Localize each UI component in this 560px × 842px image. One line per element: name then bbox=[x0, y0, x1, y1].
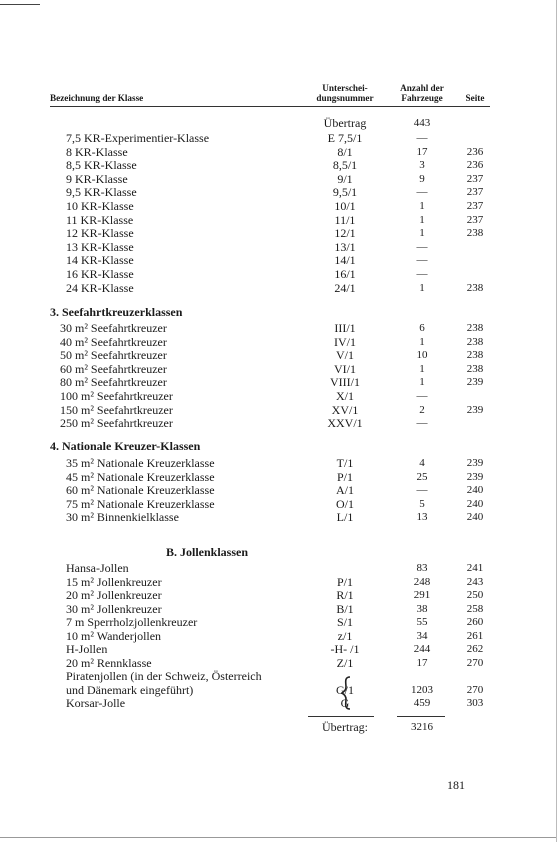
page-ref: 239 bbox=[466, 457, 484, 469]
page-ref: 250 bbox=[466, 589, 484, 601]
carry-out-label: Übertrag: bbox=[322, 720, 368, 734]
class-name: 9,5 KR-Klasse bbox=[66, 185, 137, 200]
vessel-count: 248 bbox=[413, 575, 431, 588]
carry-out-row bbox=[0, 720, 560, 734]
table-row bbox=[0, 483, 560, 497]
class-name: 24 KR-Klasse bbox=[66, 280, 134, 295]
class-name: 7,5 KR-Experimentier-Klasse bbox=[66, 131, 210, 145]
vessel-count: — bbox=[416, 417, 428, 430]
vessel-count: 1 bbox=[419, 376, 425, 389]
carry-out-rule-count bbox=[397, 716, 445, 717]
page-ref: 238 bbox=[466, 335, 484, 348]
header-rule bbox=[50, 106, 490, 107]
table-row bbox=[0, 602, 560, 616]
page-ref: 240 bbox=[466, 484, 484, 497]
class-code: VIII/1 bbox=[330, 375, 360, 390]
class-code: 9/1 bbox=[337, 171, 353, 186]
page-ref: 237 bbox=[466, 213, 484, 226]
carry-in-label: Übertrag bbox=[323, 116, 367, 130]
table-row bbox=[0, 416, 560, 430]
carry-out-rule-code bbox=[308, 716, 374, 717]
class-code: P/1 bbox=[336, 469, 353, 484]
table-row bbox=[0, 629, 560, 643]
class-name: 10 KR-Klasse bbox=[66, 199, 134, 213]
page-ref: 238 bbox=[466, 322, 484, 334]
page-ref: 237 bbox=[466, 186, 484, 199]
page-ref: 237 bbox=[466, 200, 484, 212]
table-row bbox=[0, 185, 560, 199]
carry-in-row bbox=[0, 116, 560, 130]
header-name: Bezeichnung der Klasse bbox=[50, 93, 144, 103]
table-row bbox=[0, 172, 560, 186]
class-name: 35 m² Nationale Kreuzerklasse bbox=[66, 456, 215, 470]
table-row bbox=[0, 158, 560, 172]
class-code: 16/1 bbox=[334, 267, 356, 281]
table-row bbox=[0, 375, 560, 389]
vessel-count: — bbox=[416, 240, 428, 253]
vessel-count: 1203 bbox=[411, 683, 433, 696]
class-code: III/1 bbox=[334, 321, 356, 335]
page-ref: 236 bbox=[466, 159, 484, 172]
table-row bbox=[0, 588, 560, 602]
class-name: 10 m² Wanderjollen bbox=[66, 628, 162, 643]
table-row bbox=[0, 696, 560, 710]
class-name: 75 m² Nationale Kreuzerklasse bbox=[66, 496, 215, 511]
class-name: 100 m² Seefahrtkreuzer bbox=[60, 389, 173, 403]
vessel-count: 4 bbox=[419, 457, 425, 469]
class-code: V/1 bbox=[336, 348, 354, 363]
class-code: XV/1 bbox=[331, 402, 359, 417]
vessel-count: — bbox=[416, 254, 428, 267]
page-edge-top bbox=[0, 4, 40, 5]
class-name: 50 m² Seefahrtkreuzer bbox=[60, 348, 167, 363]
class-code: 9,5/1 bbox=[332, 185, 358, 200]
vessel-count: — bbox=[416, 186, 428, 199]
class-code: P/1 bbox=[336, 574, 353, 589]
table-row bbox=[0, 281, 560, 295]
section-b-title: B. Jollenklassen bbox=[166, 545, 249, 559]
class-name: 15 m² Jollenkreuzer bbox=[66, 574, 162, 589]
page-ref: 238 bbox=[466, 349, 484, 362]
table-row bbox=[0, 131, 560, 145]
vessel-count: 17 bbox=[416, 145, 428, 158]
section-3-title: 3. Seefahrtkreuzerklassen bbox=[50, 305, 183, 319]
class-code: B/1 bbox=[336, 601, 354, 616]
vessel-count: 1 bbox=[419, 281, 425, 294]
vessel-count: 25 bbox=[416, 470, 428, 483]
page-ref: 238 bbox=[466, 281, 484, 294]
table-header bbox=[50, 80, 490, 104]
page-ref: 243 bbox=[466, 575, 484, 588]
class-code: z/1 bbox=[337, 628, 353, 643]
class-name: 11 KR-Klasse bbox=[66, 212, 134, 227]
class-name: 80 m² Seefahrtkreuzer bbox=[60, 375, 167, 390]
class-name: 8,5 KR-Klasse bbox=[66, 158, 137, 173]
page-ref: 238 bbox=[466, 362, 484, 375]
class-name: und Dänemark eingeführt) bbox=[66, 682, 194, 697]
table-row bbox=[0, 497, 560, 511]
table-row bbox=[0, 656, 560, 670]
page-ref: 237 bbox=[466, 172, 484, 185]
page-ref: 261 bbox=[466, 629, 484, 642]
vessel-count: — bbox=[416, 484, 428, 497]
table-row bbox=[0, 362, 560, 376]
table-row bbox=[0, 240, 560, 254]
vessel-count: 2 bbox=[419, 403, 425, 416]
table-row bbox=[0, 683, 560, 697]
class-code: X/1 bbox=[336, 389, 354, 403]
class-code: E 7,5/1 bbox=[327, 131, 363, 145]
class-code: 14/1 bbox=[334, 253, 356, 268]
header-count: Anzahl der Fahrzeuge bbox=[400, 83, 444, 103]
page-ref: 239 bbox=[466, 403, 484, 416]
page-ref: 240 bbox=[466, 511, 484, 524]
class-name: 16 KR-Klasse bbox=[66, 267, 134, 281]
page-ref: 270 bbox=[466, 683, 484, 696]
vessel-count: 83 bbox=[416, 562, 428, 574]
class-name: Hansa-Jollen bbox=[66, 561, 129, 575]
class-name: 60 m² Nationale Kreuzerklasse bbox=[66, 483, 215, 498]
class-code: 10/1 bbox=[334, 199, 356, 213]
class-code: 12/1 bbox=[334, 226, 356, 241]
vessel-count: — bbox=[416, 390, 428, 402]
class-name: 150 m² Seefahrtkreuzer bbox=[60, 402, 173, 417]
table-row bbox=[0, 403, 560, 417]
class-name: 8 KR-Klasse bbox=[66, 144, 128, 159]
table-row bbox=[0, 470, 560, 484]
class-code: 24/1 bbox=[334, 280, 356, 295]
vessel-count: 6 bbox=[419, 322, 425, 334]
vessel-count: 55 bbox=[416, 616, 428, 628]
page-ref: 240 bbox=[466, 497, 484, 510]
class-name: 60 m² Seefahrtkreuzer bbox=[60, 361, 167, 376]
class-name: 13 KR-Klasse bbox=[66, 239, 134, 254]
class-code: A/1 bbox=[336, 483, 354, 498]
vessel-count: 17 bbox=[416, 656, 428, 669]
class-name: 45 m² Nationale Kreuzerklasse bbox=[66, 469, 215, 484]
table-row bbox=[0, 267, 560, 281]
class-name: 30 m² Jollenkreuzer bbox=[66, 601, 162, 616]
page-number: 181 bbox=[447, 778, 465, 792]
class-code: 8/1 bbox=[337, 144, 353, 159]
vessel-count: 13 bbox=[416, 511, 428, 524]
page-edge-bottom bbox=[0, 837, 556, 838]
class-code: G/1 bbox=[336, 682, 354, 697]
table-row bbox=[0, 615, 560, 629]
vessel-count: 459 bbox=[413, 697, 431, 709]
table-row bbox=[0, 456, 560, 470]
table-row bbox=[0, 213, 560, 227]
class-code: T/1 bbox=[336, 456, 354, 470]
page-ref: 238 bbox=[466, 227, 484, 240]
vessel-count: 9 bbox=[419, 172, 425, 185]
class-code: L/1 bbox=[336, 510, 354, 525]
vessel-count: 3 bbox=[419, 159, 425, 172]
table-row bbox=[0, 226, 560, 240]
vessel-count: 1 bbox=[419, 200, 425, 212]
vessel-count: — bbox=[416, 132, 428, 144]
class-name: Korsar-Jolle bbox=[66, 696, 126, 710]
class-name: 7 m Sperrholzjollenkreuzer bbox=[66, 615, 198, 629]
class-code: -H- /1 bbox=[330, 642, 360, 656]
vessel-count: 1 bbox=[419, 362, 425, 375]
header-code: Unterschei- dungsnummer bbox=[316, 83, 374, 103]
vessel-count: 291 bbox=[413, 589, 431, 601]
class-code: Z/1 bbox=[336, 655, 354, 670]
class-code: R/1 bbox=[336, 588, 354, 602]
table-row bbox=[0, 348, 560, 362]
page-ref: 260 bbox=[466, 616, 484, 628]
class-name: 30 m² Binnenkielklasse bbox=[66, 510, 179, 525]
class-code: 13/1 bbox=[334, 239, 356, 254]
table-row bbox=[0, 642, 560, 656]
brace-icon bbox=[340, 675, 354, 711]
class-code: G bbox=[340, 696, 350, 710]
class-name: 12 KR-Klasse bbox=[66, 226, 134, 241]
page-ref: 270 bbox=[466, 656, 484, 669]
table-row bbox=[0, 321, 560, 335]
vessel-count: 34 bbox=[416, 629, 428, 642]
table-row bbox=[0, 145, 560, 159]
section-4-title: 4. Nationale Kreuzer-Klassen bbox=[50, 439, 201, 453]
header-page: Seite bbox=[465, 93, 485, 103]
vessel-count: 10 bbox=[416, 349, 428, 362]
table-row bbox=[0, 510, 560, 524]
class-code: IV/1 bbox=[334, 334, 356, 349]
class-code: VI/1 bbox=[334, 361, 356, 376]
class-code: 11/1 bbox=[334, 212, 356, 227]
page-ref: 239 bbox=[466, 470, 484, 483]
table-row bbox=[0, 199, 560, 213]
class-name: 20 m² Rennklasse bbox=[66, 655, 152, 670]
class-name: 14 KR-Klasse bbox=[66, 253, 134, 268]
carry-in-count: 443 bbox=[413, 117, 431, 129]
page-ref: 241 bbox=[466, 562, 484, 574]
page-ref: 236 bbox=[466, 145, 484, 158]
class-name: 30 m² Seefahrtkreuzer bbox=[60, 321, 167, 335]
vessel-count: 5 bbox=[419, 497, 425, 510]
class-code: 8,5/1 bbox=[332, 158, 358, 173]
class-name: 9 KR-Klasse bbox=[66, 171, 128, 186]
table-row bbox=[0, 669, 560, 683]
table-row bbox=[0, 253, 560, 267]
class-name: 20 m² Jollenkreuzer bbox=[66, 588, 162, 602]
carry-out-count: 3216 bbox=[411, 721, 433, 733]
page-ref: 262 bbox=[466, 643, 484, 655]
page-ref: 303 bbox=[466, 697, 484, 709]
table-row bbox=[0, 561, 560, 575]
class-name: 40 m² Seefahrtkreuzer bbox=[60, 334, 167, 349]
vessel-count: 244 bbox=[413, 643, 431, 655]
class-code: XXV/1 bbox=[327, 416, 363, 431]
class-name: H-Jollen bbox=[66, 642, 108, 656]
class-code: S/1 bbox=[336, 615, 353, 629]
page-ref: 258 bbox=[466, 602, 484, 615]
table-row bbox=[0, 389, 560, 403]
page-ref: 239 bbox=[466, 376, 484, 389]
vessel-count: 1 bbox=[419, 213, 425, 226]
vessel-count: 1 bbox=[419, 227, 425, 240]
class-name: Piratenjollen (in der Schweiz, Österreich bbox=[66, 669, 262, 683]
class-code: O/1 bbox=[336, 496, 354, 511]
vessel-count: — bbox=[416, 268, 428, 280]
vessel-count: 1 bbox=[419, 335, 425, 348]
vessel-count: 38 bbox=[416, 602, 428, 615]
table-row bbox=[0, 575, 560, 589]
class-name: 250 m² Seefahrtkreuzer bbox=[60, 416, 173, 431]
table-row bbox=[0, 335, 560, 349]
